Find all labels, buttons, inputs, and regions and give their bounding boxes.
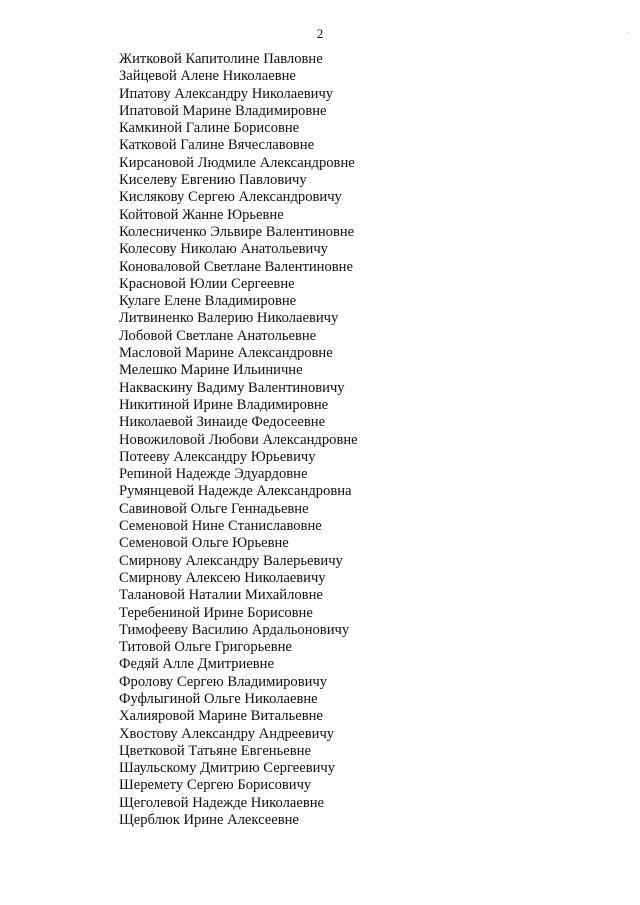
name-list-item: Щеголевой Надежде Николаевне <box>119 794 325 811</box>
name-list-item: Смирнову Алексею Николаевичу <box>119 569 326 586</box>
name-list-item: Мелешко Марине Ильиничне <box>119 362 303 379</box>
name-list-item: Кулаге Елене Владимировне <box>119 293 297 310</box>
name-list-item: Потееву Александру Юрьевичу <box>119 448 316 465</box>
name-list-item: Шеремету Сергею Борисовичу <box>119 777 312 794</box>
name-list-item: Ипатовой Марине Владимировне <box>119 102 327 119</box>
name-list-item: Лобовой Светлане Анатольевне <box>119 327 317 344</box>
name-list <box>119 51 358 829</box>
name-list-item: Николаевой Зинаиде Федосеевне <box>119 414 326 431</box>
name-list-item: Репиной Надежде Эдуардовне <box>119 466 308 483</box>
name-list-item: Фролову Сергею Владимировичу <box>119 673 328 690</box>
name-list-item: Ипатову Александру Николаевичу <box>119 85 334 102</box>
corner-mark: · <box>627 28 630 38</box>
name-list-item: Колесову Николаю Анатольевичу <box>119 241 328 258</box>
name-list-item: Никитиной Ирине Владимировне <box>119 396 329 413</box>
name-list-item: Цветковой Татьяне Евгеньевне <box>119 742 311 759</box>
name-list-item: Талановой Наталии Михайловне <box>119 587 323 604</box>
name-list-item: Камкиной Галине Борисовне <box>119 120 300 137</box>
name-list-item: Тимофееву Василию Ардальоновичу <box>119 621 350 638</box>
name-list-item: Семеновой Ольге Юрьевне <box>119 535 289 552</box>
name-list-item: Щерблюк Ирине Алексеевне <box>119 812 299 829</box>
name-list-item: Коноваловой Светлане Валентиновне <box>119 258 353 275</box>
name-list-item: Кислякову Сергею Александровичу <box>119 189 342 206</box>
name-list-item: Семеновой Нине Станиславовне <box>119 518 322 535</box>
name-list-item: Житковой Капитолине Павловне <box>119 51 323 67</box>
name-list-item: Красновой Юлии Сергеевне <box>119 275 295 292</box>
name-list-item: Кирсановой Людмиле Александровне <box>119 154 355 171</box>
name-list-item: Литвиненко Валерию Николаевичу <box>119 310 339 327</box>
name-list-item: Новожиловой Любови Александровне <box>119 431 358 448</box>
name-list-item: Румянцевой Надежде Александровна <box>119 483 352 500</box>
name-list-item: Накваскину Вадиму Валентиновичу <box>119 379 345 396</box>
name-list-item: Хвостову Александру Андреевичу <box>119 725 335 742</box>
name-list-item: Савиновой Ольге Геннадьевне <box>119 500 309 517</box>
name-list-item: Катковой Галине Вячеславовне <box>119 137 315 154</box>
name-list-item: Халияровой Марине Витальевне <box>119 708 323 725</box>
name-list-item: Киселеву Евгению Павловичу <box>119 172 307 189</box>
page-number: 2 <box>316 26 324 41</box>
name-list-item: Зайцевой Алене Николаевне <box>119 68 296 85</box>
name-list-item: Фуфлыгиной Ольге Николаевне <box>119 690 318 707</box>
name-list-item: Федяй Алле Дмитриевне <box>119 656 274 673</box>
name-list-item: Смирнову Александру Валерьевичу <box>119 552 343 569</box>
name-list-item: Шаульскому Дмитрию Сергеевичу <box>119 760 336 777</box>
name-list-item: Теребениной Ирине Борисовне <box>119 604 313 621</box>
name-list-item: Койтовой Жанне Юрьевне <box>119 206 284 223</box>
name-list-item: Колесниченко Эльвире Валентиновне <box>119 223 355 240</box>
name-list-item: Титовой Ольге Григорьевне <box>119 639 292 656</box>
name-list-item: Масловой Марине Александровне <box>119 345 333 362</box>
